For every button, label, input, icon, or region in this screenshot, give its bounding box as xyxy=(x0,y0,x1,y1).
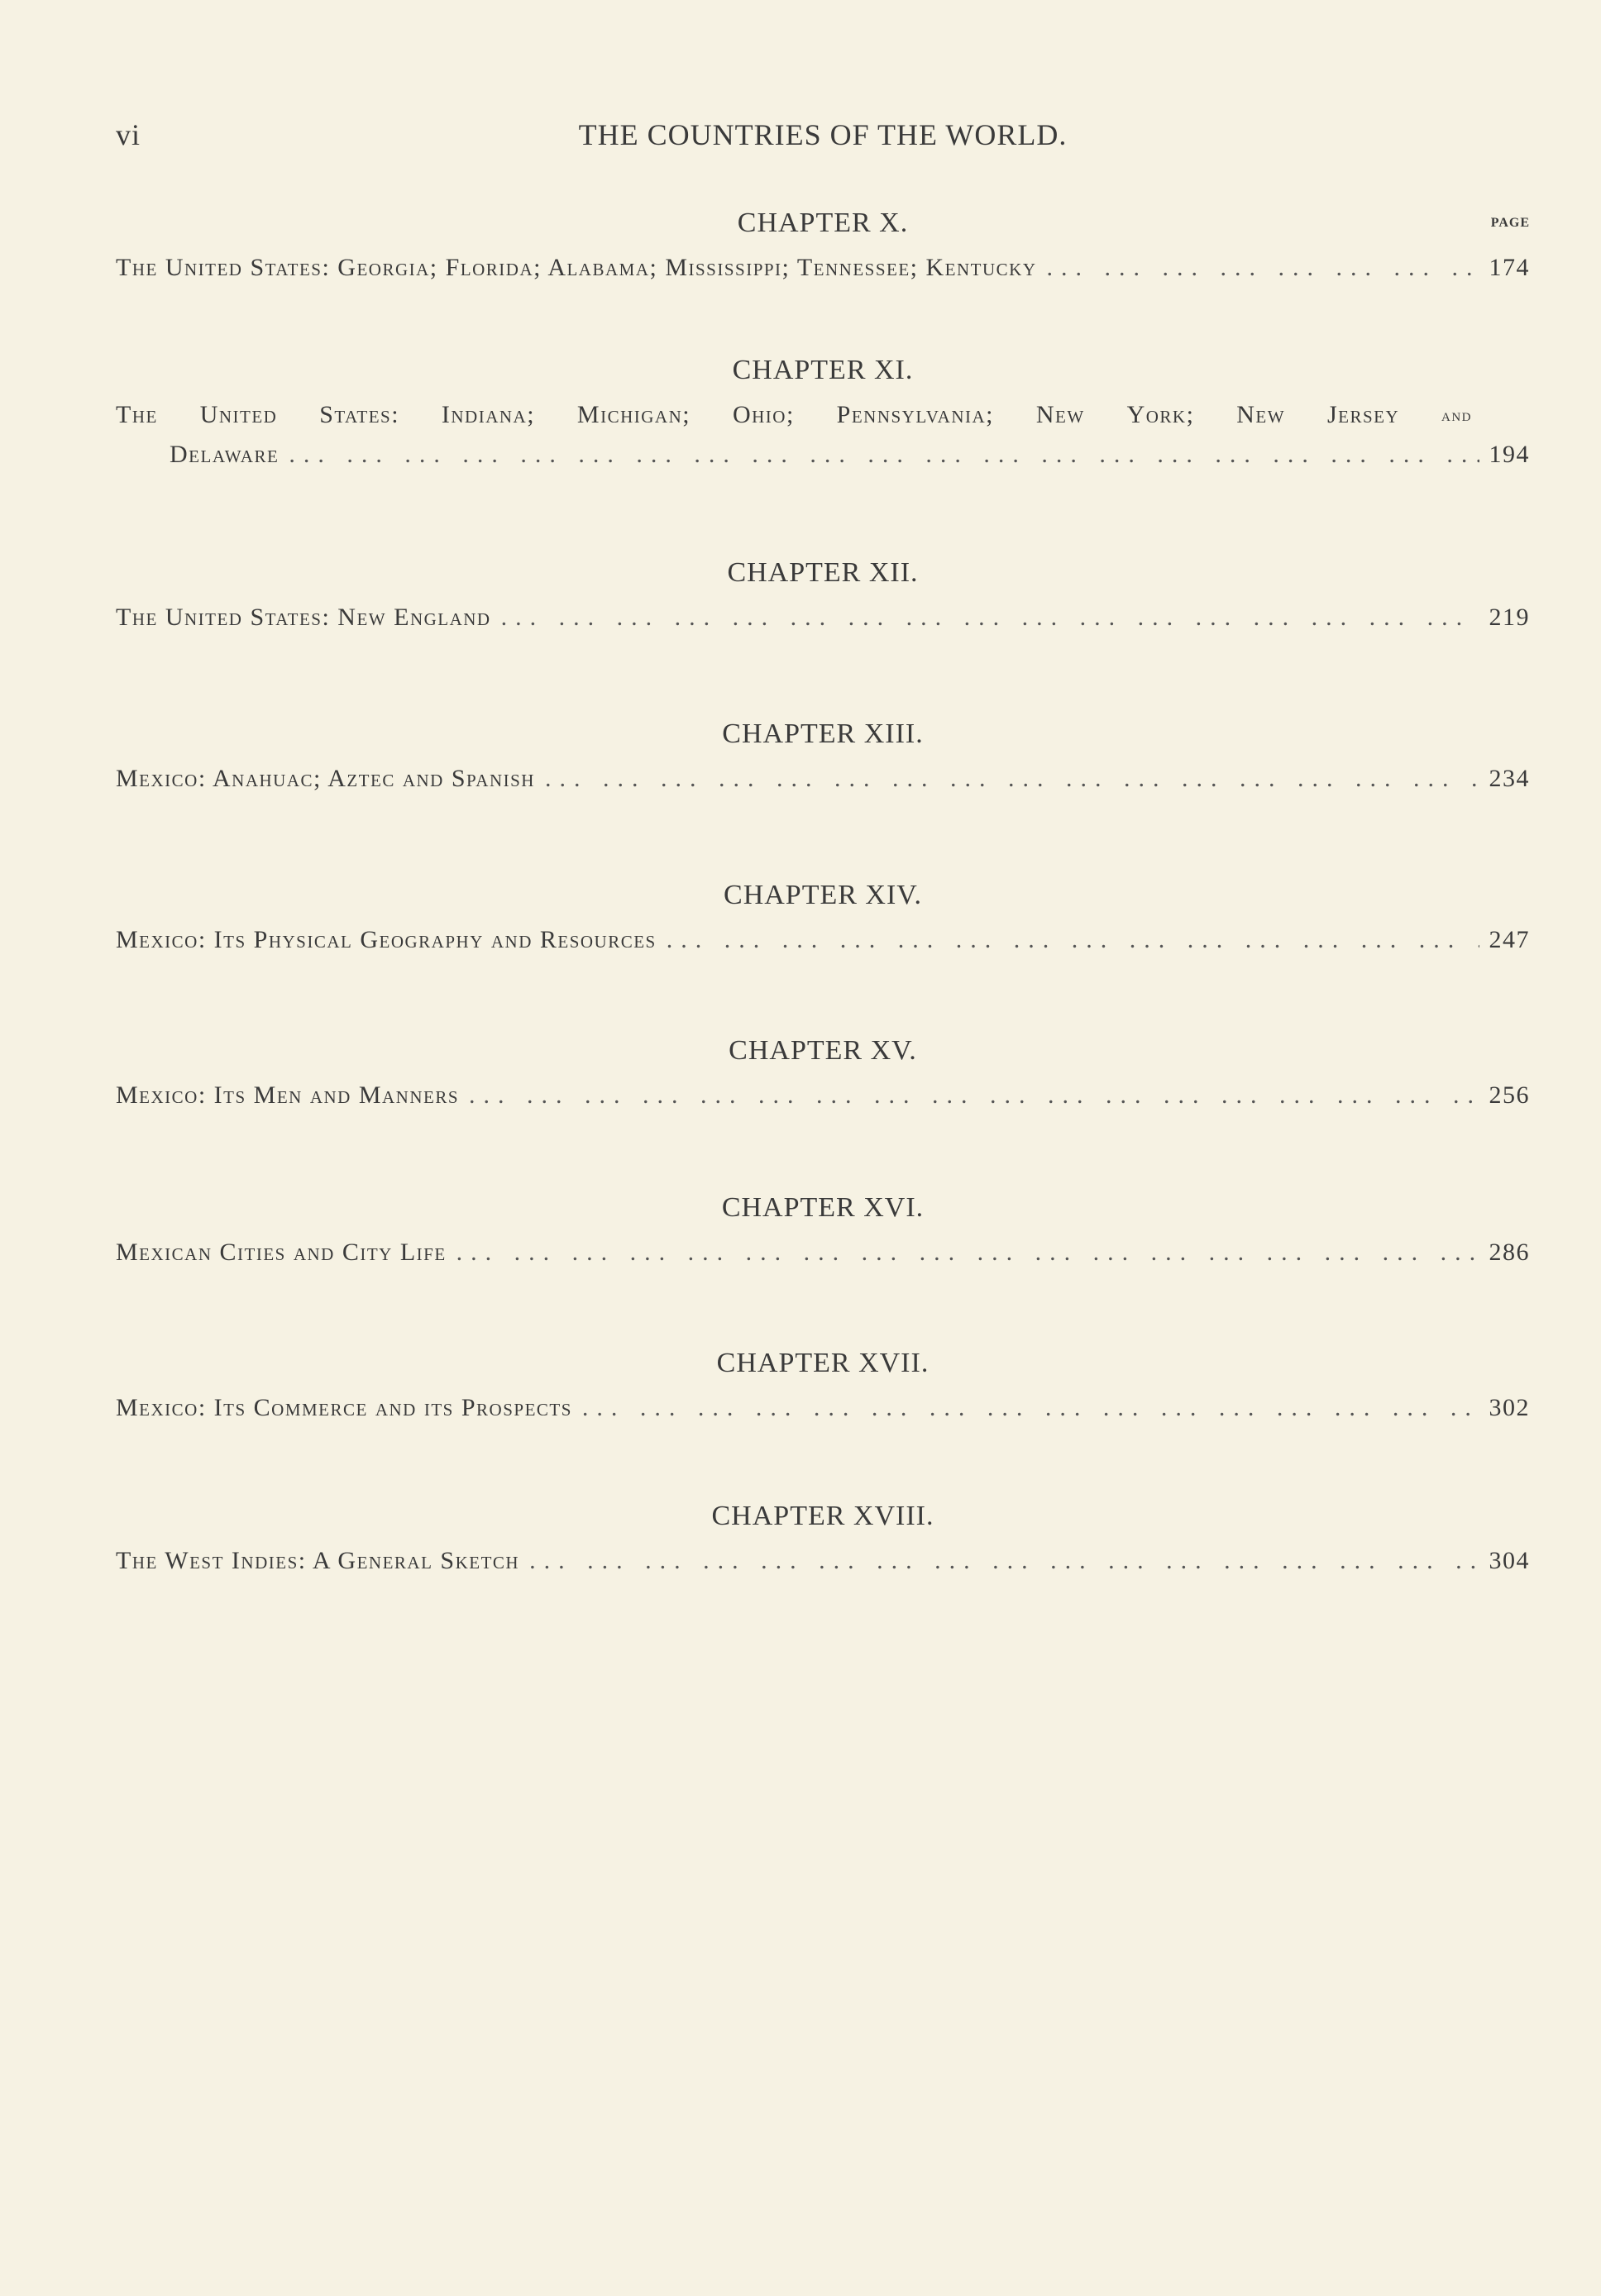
toc-entry-line-2 xyxy=(116,435,1530,475)
entry-page-number: 286 xyxy=(1489,1239,1530,1266)
page-folio: vi xyxy=(116,118,141,151)
chapter-heading xyxy=(116,1339,1530,1388)
chapter-heading xyxy=(116,1183,1530,1233)
dot-leader xyxy=(501,598,1479,637)
page-column-label: PAGE xyxy=(1490,216,1530,230)
dot-leader xyxy=(582,1388,1479,1428)
dot-leader xyxy=(667,920,1479,960)
entry-word: New xyxy=(1236,401,1286,428)
entry-word: States: xyxy=(319,401,400,428)
entry-word: Ohio; xyxy=(732,401,795,428)
entry-page-number: 247 xyxy=(1489,926,1530,953)
entry-page-number: 256 xyxy=(1489,1081,1530,1109)
entry-page-number: 302 xyxy=(1489,1394,1530,1421)
chapter-xi xyxy=(116,346,1530,548)
entry-page-number: 174 xyxy=(1489,254,1530,281)
chapter-heading-text: CHAPTER XII. xyxy=(727,557,919,588)
chapter-x xyxy=(116,198,1530,346)
entry-page-number: 194 xyxy=(1489,441,1530,468)
entry-title: The West Indies: A General Sketch xyxy=(116,1547,520,1574)
toc-entry xyxy=(116,1388,1530,1428)
chapter-heading-text: CHAPTER XI. xyxy=(732,355,914,385)
toc-entry xyxy=(116,1233,1530,1272)
chapter-heading-text: CHAPTER XVIII. xyxy=(711,1501,934,1531)
chapter-xiv xyxy=(116,871,1530,1026)
entry-word: Jersey xyxy=(1326,401,1400,428)
entry-title: Mexico: Anahuac; Aztec and Spanish xyxy=(116,765,535,792)
toc-entry xyxy=(116,598,1530,637)
chapter-xvi xyxy=(116,1183,1530,1339)
chapter-heading xyxy=(116,346,1530,395)
entry-word: York; xyxy=(1126,401,1195,428)
entry-word: United xyxy=(199,401,278,428)
chapter-xviii xyxy=(116,1492,1530,1591)
table-of-contents xyxy=(116,198,1530,1591)
entry-word: New xyxy=(1035,401,1085,428)
entry-page-number: 304 xyxy=(1489,1547,1530,1574)
chapter-xiii xyxy=(116,709,1530,871)
dot-leader xyxy=(529,1541,1479,1581)
entry-title: Mexican Cities and City Life xyxy=(116,1239,447,1266)
entry-word: Michigan; xyxy=(576,401,691,428)
entry-word: The xyxy=(116,401,158,428)
dot-leader xyxy=(1046,248,1479,288)
entry-word: Pennsylvania; xyxy=(836,401,995,428)
entry-title: The United States: New England xyxy=(116,604,491,631)
entry-word: Indiana; xyxy=(441,401,536,428)
dot-leader xyxy=(469,1076,1479,1115)
book-title: THE COUNTRIES OF THE WORLD. xyxy=(578,118,1068,151)
chapter-xii xyxy=(116,548,1530,709)
chapter-heading-text: CHAPTER XVI. xyxy=(721,1192,925,1223)
chapter-xv xyxy=(116,1026,1530,1183)
chapter-xvii xyxy=(116,1339,1530,1492)
toc-entry xyxy=(116,920,1530,960)
chapter-heading xyxy=(116,1492,1530,1541)
dot-leader xyxy=(289,435,1479,475)
chapter-heading xyxy=(116,548,1530,598)
dot-leader xyxy=(456,1233,1479,1272)
chapter-heading xyxy=(116,709,1530,759)
entry-page-number: 219 xyxy=(1489,604,1530,631)
chapter-heading-text: CHAPTER X. xyxy=(737,208,909,238)
entry-title-continued: Delaware xyxy=(170,441,280,468)
toc-entry xyxy=(116,1541,1530,1581)
entry-title: Mexico: Its Physical Geography and Resources xyxy=(116,926,657,953)
toc-entry xyxy=(116,248,1530,288)
entry-page-number: 234 xyxy=(1489,765,1530,792)
chapter-heading-text: CHAPTER XV. xyxy=(729,1035,917,1066)
chapter-heading xyxy=(116,198,1530,248)
entry-title: Mexico: Its Men and Manners xyxy=(116,1081,460,1109)
chapter-heading-text: CHAPTER XIII. xyxy=(722,718,924,749)
entry-title: Mexico: Its Commerce and its Prospects xyxy=(116,1394,572,1421)
toc-entry xyxy=(116,1076,1530,1115)
dot-leader xyxy=(545,759,1479,799)
chapter-heading-text: CHAPTER XVII. xyxy=(716,1348,930,1378)
toc-entry xyxy=(116,759,1530,799)
chapter-heading-text: CHAPTER XIV. xyxy=(724,880,922,910)
chapter-heading xyxy=(116,1026,1530,1076)
chapter-heading xyxy=(116,871,1530,920)
running-head xyxy=(116,117,1530,159)
entry-word: and xyxy=(1441,404,1472,425)
toc-entry-line-1 xyxy=(116,395,1472,435)
entry-title: The United States: Georgia; Florida; Alabama; Mississippi; Tennessee; Kentucky xyxy=(116,254,1037,281)
